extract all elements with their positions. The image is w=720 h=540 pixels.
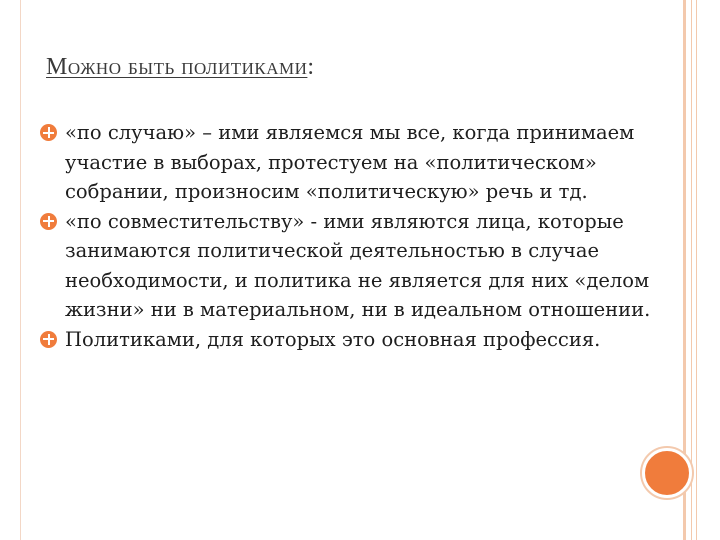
list-item-text: «по случаю» – ими являемся мы все, когда принимаем участие в выборах, протестуем на «политическом» собрании, произносим «политическую» речь и тд.	[65, 121, 635, 203]
slide-title-colon: :	[307, 54, 315, 80]
slide-title	[46, 54, 315, 81]
list-item-text: Политиками, для которых это основная профессия.	[65, 327, 601, 351]
decorative-orange-circle	[642, 448, 692, 498]
list-item	[40, 118, 660, 207]
left-decorative-rule	[20, 0, 21, 540]
list-item-text: «по совместительству» - ими являются лица, которые занимаются политической деятельностью в случае необходимости, и политика не является для них «делом жизни» ни в материальном, ни в идеальном отношении.	[65, 209, 651, 321]
list-item	[40, 207, 660, 325]
right-decorative-rule	[691, 0, 692, 540]
plus-circle-icon	[40, 213, 57, 230]
plus-circle-icon	[40, 331, 57, 348]
slide-title-text: Можно быть политиками	[46, 54, 308, 80]
bullet-list	[40, 118, 660, 354]
plus-circle-icon	[40, 124, 57, 141]
list-item	[40, 325, 660, 355]
right-decorative-rule	[696, 0, 697, 540]
